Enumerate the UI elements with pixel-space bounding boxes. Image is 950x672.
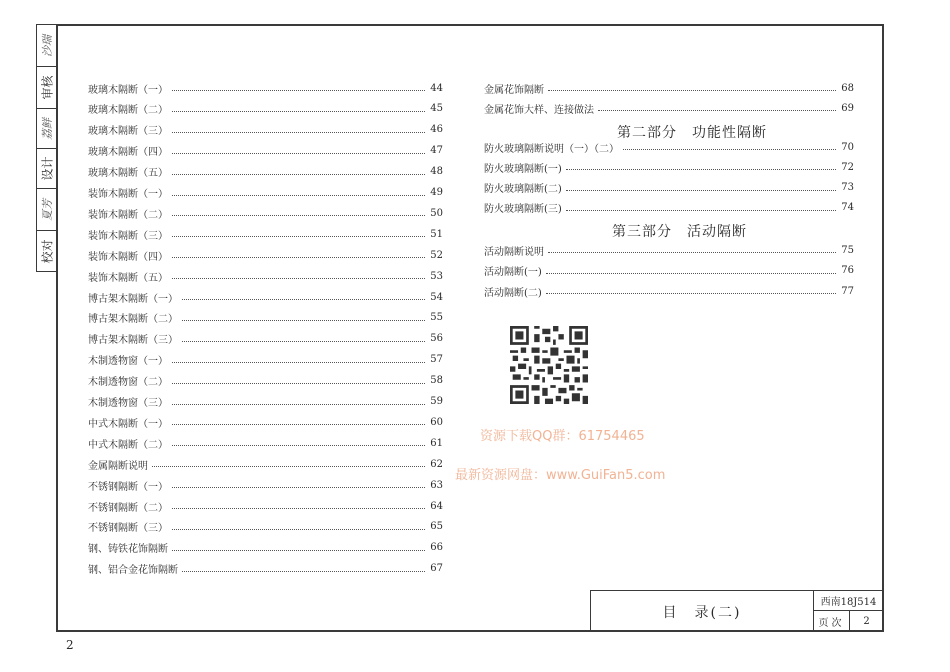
- watermark-qq: 资源下载QQ群：61754465: [480, 429, 645, 444]
- toc-entry: [484, 160, 854, 174]
- toc-entry-page: 49: [430, 187, 443, 198]
- toc-entry: [88, 541, 443, 555]
- toc-entry-title: 不锈钢隔断（二）: [88, 502, 168, 514]
- toc-entry-page: 73: [841, 182, 854, 194]
- dot-leader: [548, 89, 836, 91]
- toc-entry: [484, 101, 854, 115]
- toc-entry-title: 钢、铝合金花饰隔断: [88, 565, 178, 577]
- dot-leader: [566, 209, 836, 211]
- dot-leader: [172, 507, 425, 509]
- toc-entry-title: 木制透物窗（二）: [88, 377, 168, 389]
- toc-entry-page: 69: [841, 102, 854, 114]
- dot-leader: [172, 528, 425, 530]
- toc-entry: [484, 284, 854, 298]
- toc-entry: [88, 227, 443, 241]
- dot-leader: [172, 214, 425, 216]
- toc-entry: [88, 269, 443, 283]
- toc-entry-page: 45: [430, 103, 443, 115]
- toc-entry-title: 金属花饰大样、连接做法: [484, 104, 594, 116]
- toc-entry-title: 木制透物窗（一）: [88, 356, 168, 368]
- dot-leader: [182, 570, 425, 572]
- dot-leader: [172, 444, 425, 446]
- watermark-url: 最新资源网盘：www.GuiFan5.com: [455, 468, 666, 483]
- toc-entry-page: 65: [430, 521, 443, 533]
- toc-entry-page: 75: [841, 244, 854, 256]
- toc-entry-page: 70: [841, 141, 854, 153]
- dot-leader: [566, 168, 836, 170]
- toc-entry-page: 51: [430, 228, 443, 240]
- qr-code-image: [510, 326, 588, 404]
- toc-entry: [88, 248, 443, 262]
- toc-entry-title: 中式木隔断（二）: [88, 439, 168, 451]
- toc-entry-page: 63: [430, 479, 443, 491]
- dot-leader: [172, 361, 425, 363]
- toc-entry: [88, 499, 443, 513]
- dot-leader: [172, 277, 425, 279]
- toc-entry: [88, 186, 443, 200]
- toc-entry: [88, 374, 443, 388]
- toc-entry: [88, 81, 443, 95]
- toc-entry-title: 钢、铸铁花饰隔断: [88, 544, 168, 556]
- toc-entry: [484, 140, 854, 154]
- toc-entry: [88, 165, 443, 179]
- dot-leader: [182, 340, 425, 342]
- toc-entry: [88, 436, 443, 450]
- toc-entry-page: 53: [430, 270, 443, 282]
- toc-entry-title: 防火玻璃隔断说明（一）（二）: [484, 143, 619, 155]
- dot-leader: [566, 189, 836, 191]
- dot-leader: [172, 110, 425, 112]
- toc-entry-title: 不锈钢隔断（一）: [88, 481, 168, 493]
- dot-leader: [172, 235, 425, 237]
- toc-entry-title: 玻璃木隔断（五）: [88, 168, 168, 180]
- dot-leader: [172, 423, 425, 425]
- toc-entry-page: 72: [841, 161, 854, 173]
- toc-entry-title: 博古架木隔断（三）: [88, 335, 178, 347]
- toc-entry: [88, 478, 443, 492]
- page-number: 2: [66, 638, 74, 652]
- page-no: 2: [863, 616, 870, 627]
- toc-entry-title: 玻璃木隔断（二）: [88, 105, 168, 117]
- toc-entry-title: 不锈钢隔断（三）: [88, 523, 168, 535]
- toc-entry: [88, 144, 443, 158]
- page-label: 页次: [814, 611, 850, 632]
- toc-entry-title: 玻璃木隔断（三）: [88, 126, 168, 138]
- dot-leader: [546, 292, 836, 294]
- toc-entry-page: 58: [430, 375, 443, 387]
- toc-entry-title: 装饰木隔断（二）: [88, 209, 168, 221]
- toc-entry: [484, 201, 854, 215]
- dot-leader: [172, 382, 425, 384]
- toc-entry-page: 44: [430, 82, 443, 94]
- toc-entry: [88, 123, 443, 137]
- toc-entry: [484, 264, 854, 278]
- toc-entry-page: 48: [430, 166, 443, 178]
- toc-entry: [88, 353, 443, 367]
- toc-entry-page: 64: [430, 500, 443, 512]
- toc-entry-page: 50: [430, 207, 443, 219]
- toc-entry-page: 56: [430, 333, 443, 345]
- toc-entry-page: 52: [430, 249, 443, 261]
- toc-entry-title: 中式木隔断（一）: [88, 418, 168, 430]
- toc-entry-title: 防火玻璃隔断(一): [484, 163, 562, 175]
- dot-leader: [172, 131, 425, 133]
- dot-leader: [172, 152, 425, 154]
- toc-entry-title: 木制透物窗（三）: [88, 398, 168, 409]
- toc-entry: [88, 520, 443, 534]
- proof-label-cell: [37, 231, 56, 272]
- review-signature: 沙瑞: [40, 34, 54, 57]
- dot-leader: [172, 549, 425, 551]
- toc-entry-page: 57: [430, 354, 443, 366]
- dot-leader: [598, 109, 836, 111]
- design-label: 设计: [40, 156, 55, 181]
- toc-entry: [484, 181, 854, 195]
- toc-entry: [88, 206, 443, 220]
- dot-leader: [623, 148, 836, 150]
- proof-signature: 夏芳: [40, 198, 54, 221]
- toc-entry-title: 博古架木隔断（一）: [88, 293, 178, 305]
- toc-entry: [88, 311, 443, 325]
- dot-leader: [172, 173, 425, 175]
- toc-entry-title: 装饰木隔断（四）: [88, 251, 168, 263]
- toc-entry-page: 77: [841, 285, 854, 297]
- toc-entry-title: 活动隔断说明: [484, 246, 544, 258]
- approval-strip: [36, 24, 56, 272]
- dot-leader: [546, 272, 836, 274]
- dot-leader: [182, 319, 425, 321]
- dot-leader: [172, 486, 425, 488]
- toc-entry-page: 68: [841, 82, 854, 94]
- review-signature-cell: [37, 25, 56, 67]
- toc-entry: [484, 243, 854, 257]
- toc-entry: [88, 457, 443, 471]
- proof-label: 校对: [40, 239, 55, 264]
- toc-entry-page: 59: [430, 396, 443, 407]
- toc-entry-title: 金属花饰隔断: [484, 84, 544, 96]
- dot-leader: [172, 256, 425, 258]
- dot-leader: [172, 89, 425, 91]
- toc-entry-title: 装饰木隔断（五）: [88, 272, 168, 284]
- toc-entry-page: 60: [430, 416, 443, 428]
- toc-entry-page: 54: [430, 291, 443, 303]
- section3-heading: 第三部分 活动隔断: [612, 224, 747, 240]
- toc-entry-title: 防火玻璃隔断(三): [484, 204, 562, 216]
- toc-entry: [88, 415, 443, 429]
- toc-entry-title: 玻璃木隔断（四）: [88, 147, 168, 159]
- design-label-cell: [37, 149, 56, 189]
- toc-entry: [88, 562, 443, 576]
- toc-entry-title: 防火玻璃隔断(二): [484, 184, 562, 196]
- toc-entry-page: 66: [430, 542, 443, 554]
- toc-entry-page: 55: [430, 312, 443, 324]
- review-label: 审核: [40, 75, 55, 100]
- dot-leader: [172, 403, 425, 405]
- toc-entry-page: 76: [841, 265, 854, 276]
- review-label-cell: [37, 67, 56, 109]
- drawing-title: 目 录(二): [591, 591, 814, 632]
- dot-leader: [182, 298, 425, 300]
- design-signature-cell: [37, 109, 56, 149]
- toc-entry-title: 活动隔断(二): [484, 287, 542, 299]
- toc-entry-title: 活动隔断(一): [484, 267, 542, 278]
- dot-leader: [172, 194, 425, 196]
- dot-leader: [548, 251, 836, 253]
- toc-entry-page: 67: [430, 563, 443, 575]
- toc-entry-page: 47: [430, 145, 443, 157]
- toc-entry: [88, 395, 443, 409]
- dot-leader: [152, 465, 425, 467]
- toc-entry: [88, 332, 443, 346]
- toc-entry-title: 装饰木隔断（一）: [88, 189, 168, 200]
- toc-entry-page: 61: [430, 437, 443, 449]
- toc-entry-title: 博古架木隔断（二）: [88, 314, 178, 326]
- toc-entry-title: 金属隔断说明: [88, 460, 148, 472]
- title-block: [590, 590, 884, 632]
- atlas-code: 西南18J514: [814, 591, 883, 611]
- toc-entry-page: 74: [841, 202, 854, 214]
- toc-entry-title: 玻璃木隔断（一）: [88, 84, 168, 96]
- proof-signature-cell: [37, 189, 56, 231]
- toc-entry: [88, 102, 443, 116]
- section2-heading: 第二部分 功能性隔断: [617, 125, 767, 141]
- toc-entry-page: 46: [430, 124, 443, 136]
- design-signature: 荔鲜: [40, 117, 54, 140]
- toc-entry-title: 装饰木隔断（三）: [88, 230, 168, 242]
- toc-entry: [88, 290, 443, 304]
- toc-entry-page: 62: [430, 458, 443, 470]
- toc-entry: [484, 81, 854, 95]
